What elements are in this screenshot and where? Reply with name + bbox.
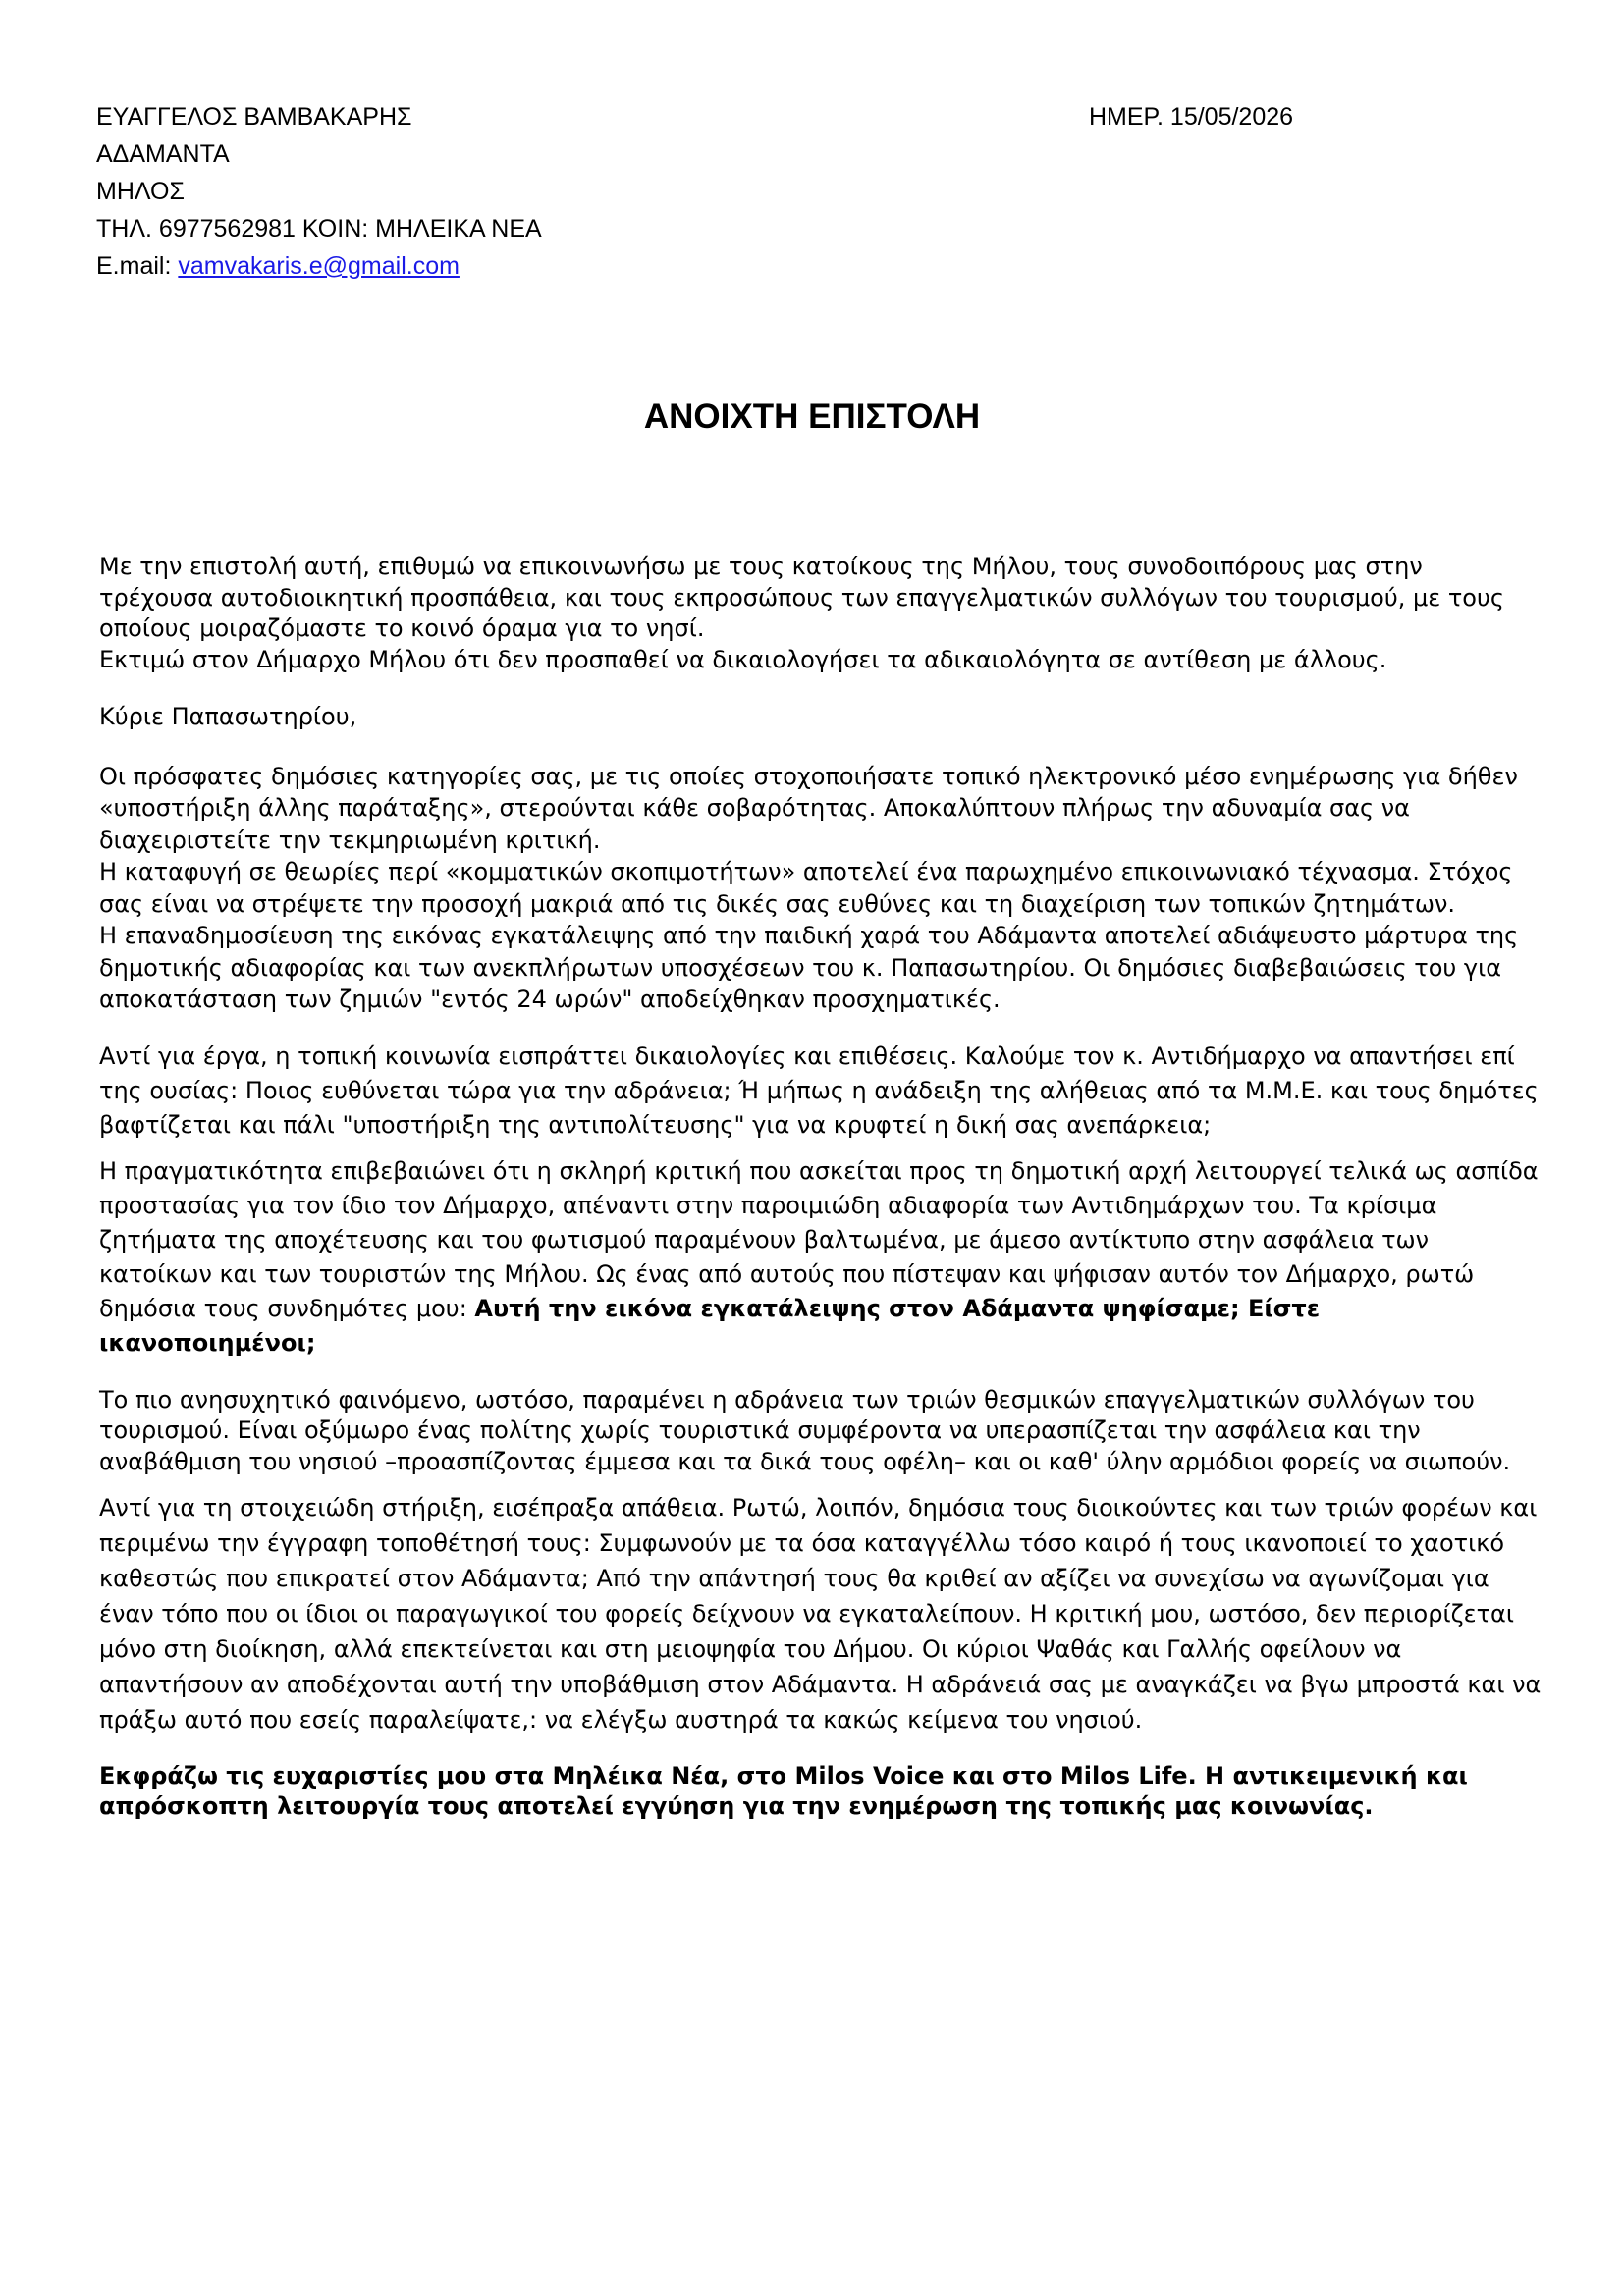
- salutation: Κύριε Παπασωτηρίου,: [99, 703, 357, 730]
- sender-island: ΜΗΛΟΣ: [96, 178, 185, 205]
- paragraph-5-question: Αυτή την εικόνα εγκατάλειψης στον Αδάμαντα ψηφίσαμε; Είστε ικανοποιημένοι;: [99, 1294, 1321, 1357]
- sender-block: [96, 98, 542, 285]
- paragraph-6: Το πιο ανησυχητικό φαινόμενο, ωστόσο, παραμένει η αδράνεια των τριών θεσμικών επαγγελματικών συλλόγων του τουρισμού. Είναι οξύμωρο ένας πολίτης χωρίς τουριστικά συμφέροντα να υπερασπίζεται την ασφάλεια και την αναβάθμιση του νησιού –προασπίζοντας έμμεσα και τα δικά τους οφέλη– και οι καθ' ύλην αρμόδιοι φορείς να σιωπούν.: [99, 1385, 1511, 1475]
- intro-paragraph: Με την επιστολή αυτή, επιθυμώ να επικοινωνήσω με τους κατοίκους της Μήλου, τους συνοδοιπόρους μας στην τρέχουσα αυτοδιοικητική προσπάθεια, και τους εκπροσώπους των επαγγελματικών συλλόγων του τουρισμού, με τους οποίους μοιραζόμαστε το κοινό όραμα για το νησί.: [99, 553, 1504, 642]
- paragraph-3: Η επαναδημοσίευση της εικόνας εγκατάλειψης από την παιδική χαρά του Αδάμαντα αποτελεί αδιάψευστο μάρτυρα της δημοτικής αδιαφορίας και των ανεκπλήρωτων υποσχέσεων του κ. Παπασωτηρίου. Οι δημόσιες διαβεβαιώσεις του για αποκατάσταση των ζημιών "εντός 24 ωρών" αποδείχθηκαν προσχηματικές.: [99, 922, 1519, 1013]
- sender-town: ΑΔΑΜΑΝΤΑ: [96, 140, 230, 168]
- paragraph-5-text: Η πραγματικότητα επιβεβαιώνει ότι η σκληρή κριτική που ασκείται προς τη δημοτική αρχή λειτουργεί τελικά ως ασπίδα προστασίας για τον ίδιο τον Δήμαρχο, απέναντι στην παροιμιώδη αδιαφορία των Αντιδημάρχων του. Τα κρίσιμα ζητήματα της αποχέτευσης και του φωτισμού παραμένουν βαλτωμένα, με άμεσο αντίκτυπο στην ασφάλεια των κατοίκων και των τουριστών της Μήλου. Ως ένας από αυτούς που πίστεψαν και ψήφισαν αυτόν τον Δήμαρχο, ρωτώ δημόσια τους συνδημότες μου:: [99, 1156, 1539, 1322]
- sender-email-line: [96, 247, 542, 285]
- sender-name: ΕΥΑΓΓΕΛΟΣ ΒΑΜΒΑΚΑΡΗΣ: [96, 103, 412, 131]
- paragraph-7: Αντί για τη στοιχειώδη στήριξη, εισέπραξα απάθεια. Ρωτώ, λοιπόν, δημόσια τους διοικούντες και των τριών φορέων και περιμένω την έγγραφη τοποθέτησή τους: Συμφωνούν με τα όσα καταγγέλλω τόσο καιρό ή τους ικανοποιεί το χαοτικό καθεστώς που επικρατεί στον Αδάμαντα; Από την απάντησή τους θα κριθεί αν αξίζει να συνεχίσω να αγωνίζομαι για έναν τόπο που οι ίδιοι οι παραγωγικοί του φορείς δείχνουν να εγκαταλείπουν. Η κριτική μου, ωστόσο, δεν περιορίζεται μόνο στη διοίκηση, αλλά επεκτείνεται και στη μειοψηφία του Δήμου. Οι κύριοι Ψαθάς και Γαλλής οφείλουν να απαντήσουν αν αποδέχονται αυτή την υποβάθμιση στον Αδάμαντα. Η αδράνειά σας με αναγκάζει να βγω μπροστά και να πράξω αυτό που εσείς παραλείψατε,: να ελέγξω αυστηρά τα κακώς κείμενα του νησιού.: [99, 1494, 1542, 1734]
- paragraph-5: [99, 1154, 1543, 1361]
- paragraph-2: Η καταφυγή σε θεωρίες περί «κομματικών σκοπιμοτήτων» αποτελεί ένα παρωχημένο επικοινωνιακό τέχνασμα. Στόχος σας είναι να στρέψετε την προσοχή μακριά από τις δικές σας ευθύνες και τη διαχείριση των τοπικών ζητημάτων.: [99, 858, 1513, 918]
- letter-date: ΗΜΕΡ. 15/05/2026: [1089, 103, 1294, 131]
- paragraph-1: Οι πρόσφατες δημόσιες κατηγορίες σας, με τις οποίες στοχοποιήσατε τοπικό ηλεκτρονικό μέσο ενημέρωσης για δήθεν «υποστήριξη άλλης παράταξης», στερούνται κάθε σοβαρότητας. Αποκαλύπτουν πλήρως την αδυναμία σας να διαχειριστείτε την τεκμηριωμένη κριτική.: [99, 762, 1518, 854]
- paragraph-4: Αντί για έργα, η τοπική κοινωνία εισπράττει δικαιολογίες και επιθέσεις. Καλούμε τον κ. Αντιδήμαρχο να απαντήσει επί της ουσίας: Ποιος ευθύνεται τώρα για την αδράνεια; Ή μήπως η ανάδειξη της αλήθειας από τα Μ.Μ.Ε. και τους δημότες βαφτίζεται και πάλι "υποστήριξη της αντιπολίτευσης" για να κρυφτεί η δική σας ανεπάρκεια;: [99, 1041, 1539, 1139]
- closing-thanks: Εκφράζω τις ευχαριστίες μου στα Μηλέικα Νέα, στο Milos Voice και στο Milos Life. Η αντικειμενική και απρόσκοπτη λειτουργία τους αποτελεί εγγύηση για την ενημέρωση της τοπικής μας κοινωνίας.: [99, 1762, 1468, 1820]
- letter-body: [99, 552, 1543, 1822]
- email-link[interactable]: vamvakaris.e@gmail.com: [178, 252, 460, 280]
- email-label: E.mail:: [96, 252, 172, 280]
- intro-note: Εκτιμώ στον Δήμαρχο Μήλου ότι δεν προσπαθεί να δικαιολογήσει τα αδικαιολόγητα σε αντίθεση με άλλους.: [99, 645, 1387, 673]
- sender-phone: ΤΗΛ. 6977562981 ΚΟΙΝ: ΜΗΛΕΙΚΑ ΝΕΑ: [96, 215, 542, 242]
- letter-title: ΑΝΟΙΧΤΗ ΕΠΙΣΤΟΛΗ: [643, 398, 981, 436]
